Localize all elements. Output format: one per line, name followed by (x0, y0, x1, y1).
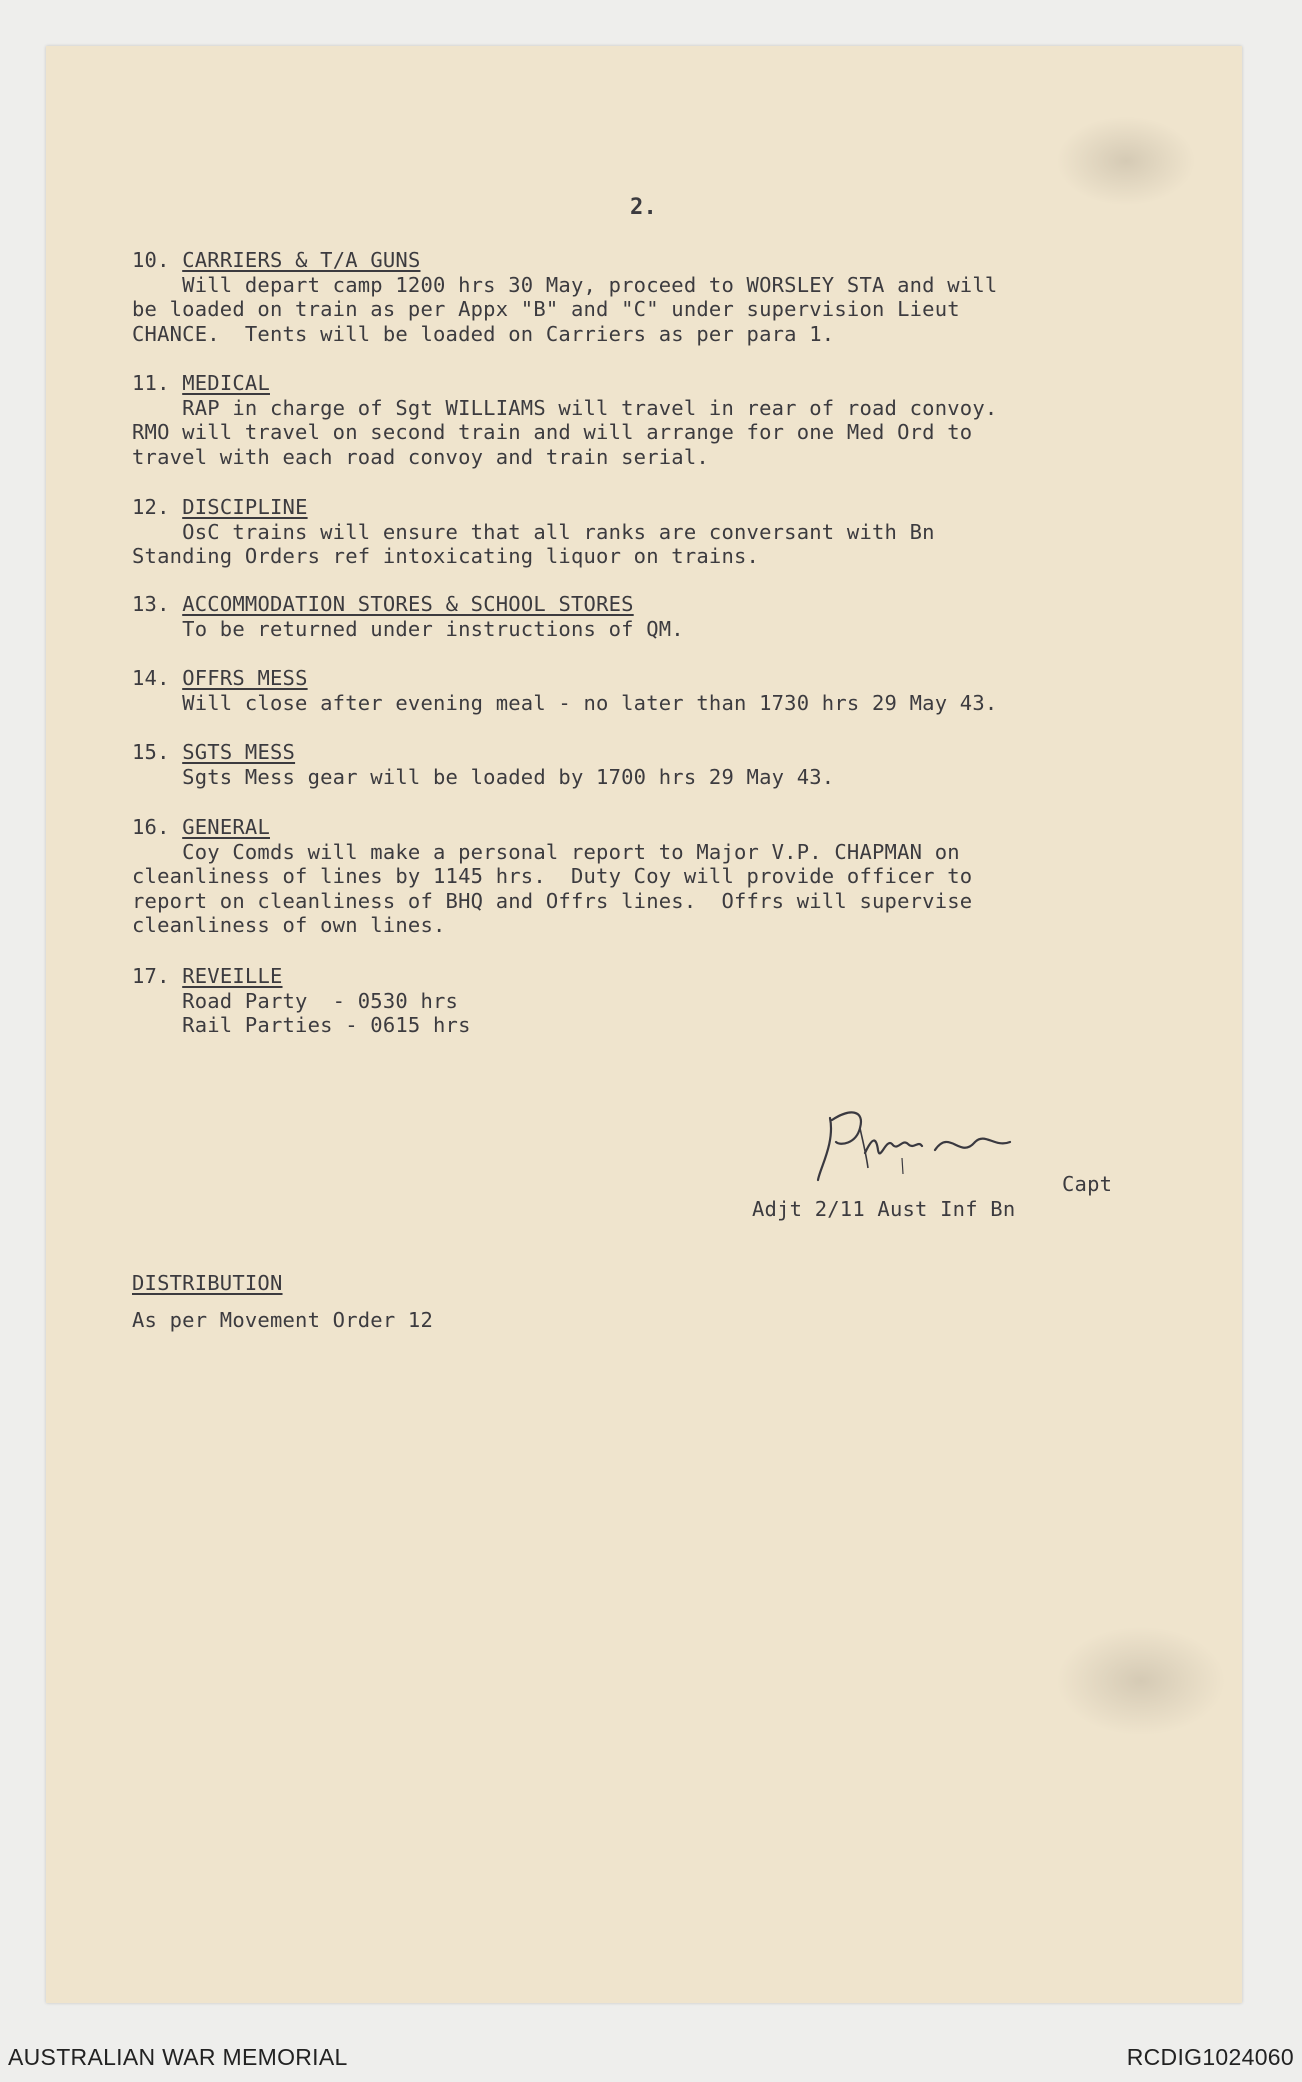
paragraph-10 (132, 248, 997, 346)
paragraph-title: GENERAL (182, 815, 270, 839)
paragraph-text-line: cleanliness of own lines. (132, 913, 446, 938)
paragraph-text-line: Sgts Mess gear will be loaded by 1700 hrs 29 May 43. (132, 764, 835, 789)
paragraph-heading (132, 666, 997, 691)
paragraph-heading (132, 371, 997, 396)
paragraph-text-line: CHANCE. Tents will be loaded on Carriers as per para 1. (132, 321, 835, 346)
paragraph-heading (132, 495, 935, 520)
handwritten-signature (810, 1098, 1030, 1188)
paragraph-text-line: Standing Orders ref intoxicating liquor on trains. (132, 544, 760, 569)
paragraph-title: SGTS MESS (182, 740, 296, 764)
paper-stain (1056, 116, 1196, 206)
paragraph-title: MEDICAL (182, 371, 270, 395)
signature-title: Adjt 2/11 Aust Inf Bn (752, 1197, 1016, 1221)
paragraph-number: 17. (132, 964, 170, 988)
paragraph-number: 14. (132, 666, 170, 690)
paragraph-12 (132, 495, 935, 569)
footer-record-id: RCDIG1024060 (1126, 2044, 1294, 2070)
paper-stain (1056, 1626, 1226, 1736)
paragraph-text-line: be loaded on train as per Appx "B" and "C" under supervision Lieut (132, 297, 960, 322)
paragraph-text-line: Will depart camp 1200 hrs 30 May, proceed to WORSLEY STA and will (132, 272, 998, 297)
paragraph-title: REVEILLE (182, 964, 283, 988)
paragraph-heading (132, 592, 684, 617)
paragraph-15 (132, 740, 834, 789)
paragraph-number: 11. (132, 371, 170, 395)
paragraph-heading (132, 815, 972, 840)
paragraph-text-line: Road Party - 0530 hrs (132, 988, 459, 1013)
paragraph-title: OFFRS MESS (182, 666, 308, 690)
paragraph-number: 13. (132, 592, 170, 616)
distribution-heading: DISTRIBUTION (132, 1271, 283, 1295)
page-number: 2. (630, 195, 657, 220)
paragraph-heading (132, 964, 471, 989)
paragraph-text-line: Will close after evening meal - no later than 1730 hrs 29 May 43. (132, 690, 998, 715)
paragraph-heading (132, 248, 997, 273)
paragraph-heading (132, 740, 834, 765)
signature-rank: Capt (1062, 1172, 1113, 1196)
paragraph-number: 12. (132, 495, 170, 519)
paragraph-number: 10. (132, 248, 170, 272)
paragraph-11 (132, 371, 997, 469)
paragraph-text-line: travel with each road convoy and train serial. (132, 444, 709, 469)
paragraph-number: 15. (132, 740, 170, 764)
paragraph-text-line: To be returned under instructions of QM. (132, 616, 684, 641)
paragraph-text-line: Coy Comds will make a personal report to Major V.P. CHAPMAN on (132, 839, 960, 864)
paragraph-title: ACCOMMODATION STORES & SCHOOL STORES (182, 592, 634, 616)
paragraph-text-line: report on cleanliness of BHQ and Offrs lines. Offrs will supervise (132, 888, 973, 913)
paragraph-title: CARRIERS & T/A GUNS (182, 248, 421, 272)
paragraph-number: 16. (132, 815, 170, 839)
footer-institution: AUSTRALIAN WAR MEMORIAL (8, 2044, 348, 2070)
paragraph-16 (132, 815, 972, 938)
paragraph-text-line: cleanliness of lines by 1145 hrs. Duty Coy will provide officer to (132, 864, 973, 889)
paragraph-text-line: RAP in charge of Sgt WILLIAMS will travel in rear of road convoy. (132, 395, 998, 420)
paragraph-14 (132, 666, 997, 715)
paragraph-text-line: RMO will travel on second train and will arrange for one Med Ord to (132, 420, 973, 445)
paragraph-13 (132, 592, 684, 641)
paragraph-text-line: Rail Parties - 0615 hrs (132, 1013, 471, 1038)
distribution-text: As per Movement Order 12 (132, 1308, 434, 1332)
paragraph-title: DISCIPLINE (182, 495, 308, 519)
paragraph-text-line: OsC trains will ensure that all ranks are conversant with Bn (132, 519, 935, 544)
paragraph-17 (132, 964, 471, 1038)
